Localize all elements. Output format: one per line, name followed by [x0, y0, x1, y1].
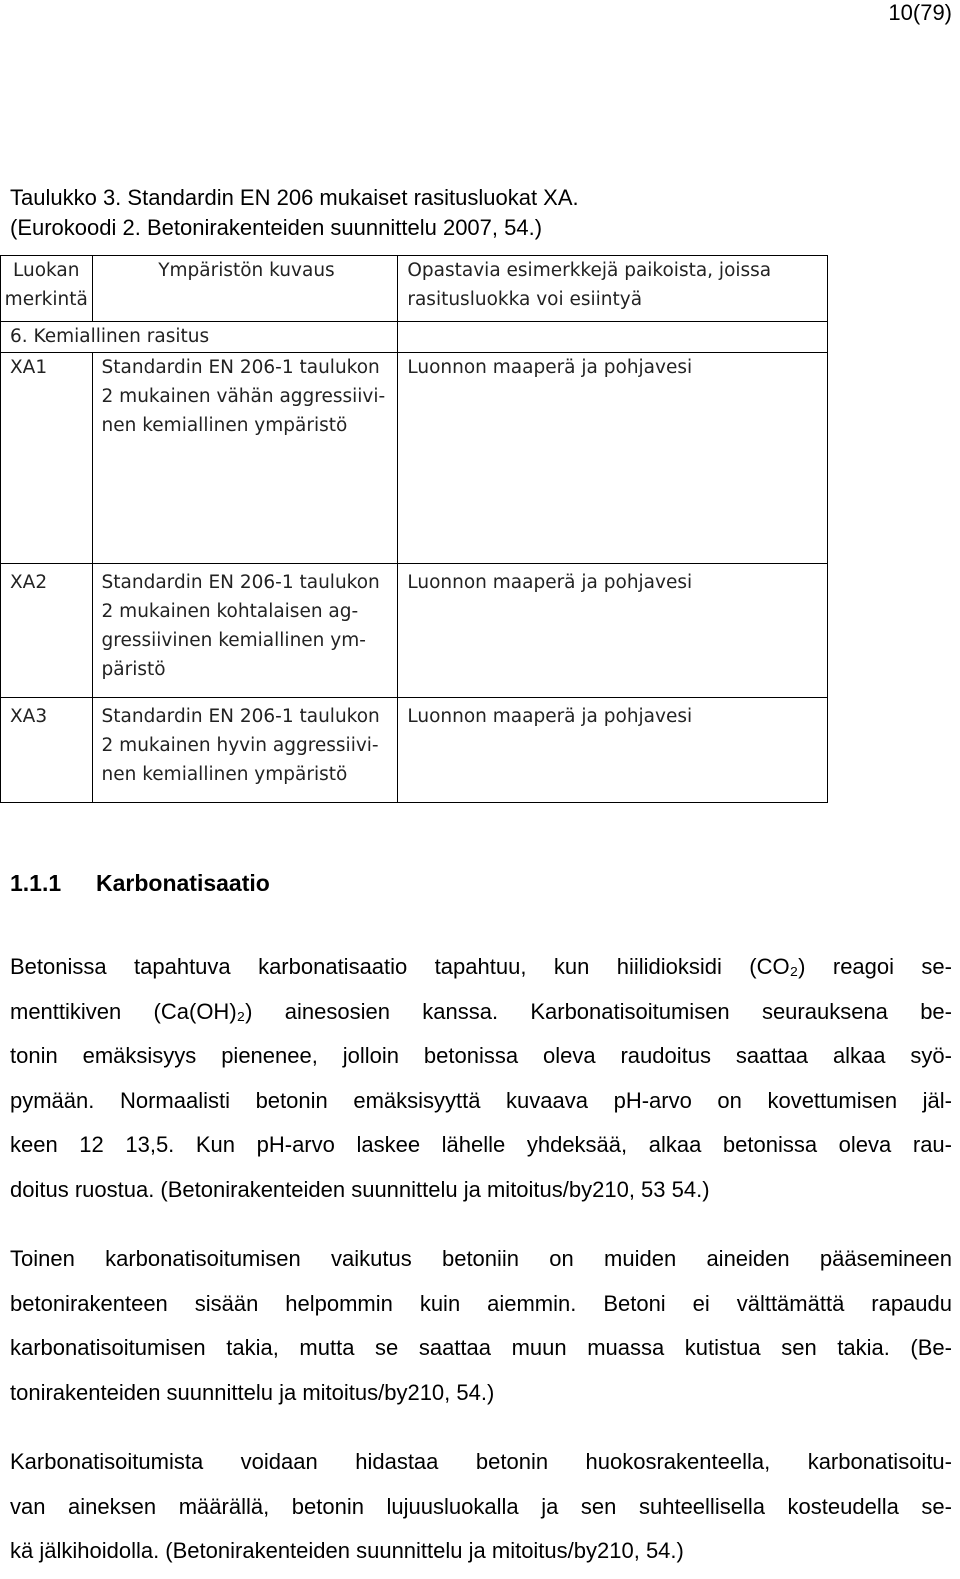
environment-description: [92, 698, 398, 803]
description-line: nen kemiallinen ympäristö: [101, 415, 348, 436]
caption-line: Taulukko 3. Standardin EN 206 mukaiset rasitusluokat XA.: [10, 185, 579, 210]
header-text: Ympäristön kuvaus: [158, 260, 335, 281]
environment-description: [92, 564, 398, 698]
description-line: Standardin EN 206-1 taulukon: [101, 357, 380, 378]
table-row: [1, 564, 828, 698]
section-title: Karbonatisaatio: [96, 870, 270, 896]
description-line: 2 mukainen hyvin aggressiivi-: [101, 735, 379, 756]
paragraph-line: kä jälkihoidolla. (Betonirakenteiden suunnittelu ja mitoitus/by210, 54.): [10, 1538, 684, 1564]
paragraph-line: menttikiven (Ca(OH)₂) ainesosien kanssa. Karbonatisoitumisen seurauksena be-: [10, 998, 952, 1024]
table-caption: [10, 183, 910, 243]
header-environment: [92, 256, 398, 322]
header-class-code: [1, 256, 93, 322]
description-line: 2 mukainen vähän aggressiivi-: [101, 386, 386, 407]
paragraph-line: doitus ruostua. (Betonirakenteiden suunnittelu ja mitoitus/by210, 53 54.): [10, 1176, 710, 1202]
class-code: XA3: [1, 698, 93, 803]
paragraph-line: keen 12 13,5. Kun pH-arvo laskee lähelle yhdeksää, alkaa betonissa oleva rau-: [10, 1132, 952, 1158]
description-line: päristö: [101, 659, 166, 680]
environment-description: [92, 353, 398, 564]
paragraph-line: Betonissa tapahtuva karbonatisaatio tapahtuu, kun hiilidioksidi (CO₂) reagoi se-: [10, 954, 952, 979]
description-line: nen kemiallinen ympäristö: [101, 764, 348, 785]
header-text: Luokan: [13, 260, 80, 281]
description-line: gressiivinen kemiallinen ym-: [101, 630, 366, 651]
paragraph-line: karbonatisoitumisen takia, mutta se saattaa muun muassa kutistua sen takia. (Be-: [10, 1335, 952, 1361]
group-row: [1, 322, 828, 353]
table-row: [1, 698, 828, 803]
paragraph-line: Toinen karbonatisoitumisen vaikutus betoniin on muiden aineiden pääsemineen: [10, 1246, 952, 1271]
group-empty-cell: [398, 322, 828, 353]
paragraph-line: pymään. Normaalisti betonin emäksisyyttä kuvaava pH-arvo on kovettumisen jäl-: [10, 1087, 952, 1113]
paragraph-line: tonin emäksisyys pienenee, jolloin betonissa oleva raudoitus saattaa alkaa syö-: [10, 1043, 952, 1069]
table-row: [1, 353, 828, 564]
group-label: 6. Kemiallinen rasitus: [1, 322, 398, 353]
description-line: Standardin EN 206-1 taulukon: [101, 572, 380, 593]
description-line: 2 mukainen kohtalaisen ag-: [101, 601, 359, 622]
section-number: 1.1.1: [10, 870, 62, 896]
description-line: Standardin EN 206-1 taulukon: [101, 706, 380, 727]
paragraph: [10, 945, 952, 1213]
example-location: Luonnon maaperä ja pohjavesi: [398, 564, 828, 698]
header-text: rasitusluokka voi esiintyä: [407, 289, 643, 310]
paragraph: [10, 1237, 952, 1415]
paragraph-line: betonirakenteen sisään helpommin kuin aiemmin. Betoni ei välttämättä rapaudu: [10, 1290, 952, 1316]
header-examples: [398, 256, 828, 322]
table-header-row: [1, 256, 828, 322]
page-number: 10(79): [888, 0, 952, 25]
class-code: XA2: [1, 564, 93, 698]
paragraph-line: van aineksen määrällä, betonin lujuusluokalla ja sen suhteellisella kosteudella se-: [10, 1493, 952, 1519]
example-location: Luonnon maaperä ja pohjavesi: [398, 698, 828, 803]
exposure-class-table: [0, 255, 828, 803]
caption-line: (Eurokoodi 2. Betonirakenteiden suunnittelu 2007, 54.): [10, 215, 543, 240]
paragraph-line: tonirakenteiden suunnittelu ja mitoitus/by210, 54.): [10, 1379, 495, 1405]
header-text: merkintä: [4, 289, 88, 310]
example-location: Luonnon maaperä ja pohjavesi: [398, 353, 828, 564]
section-heading: [10, 866, 270, 900]
paragraph-line: Karbonatisoitumista voidaan hidastaa betonin huokosrakenteella, karbonatisoitu-: [10, 1449, 952, 1474]
class-code: XA1: [1, 353, 93, 564]
header-text: Opastavia esimerkkejä paikoista, joissa: [407, 260, 772, 281]
paragraph: [10, 1440, 952, 1574]
